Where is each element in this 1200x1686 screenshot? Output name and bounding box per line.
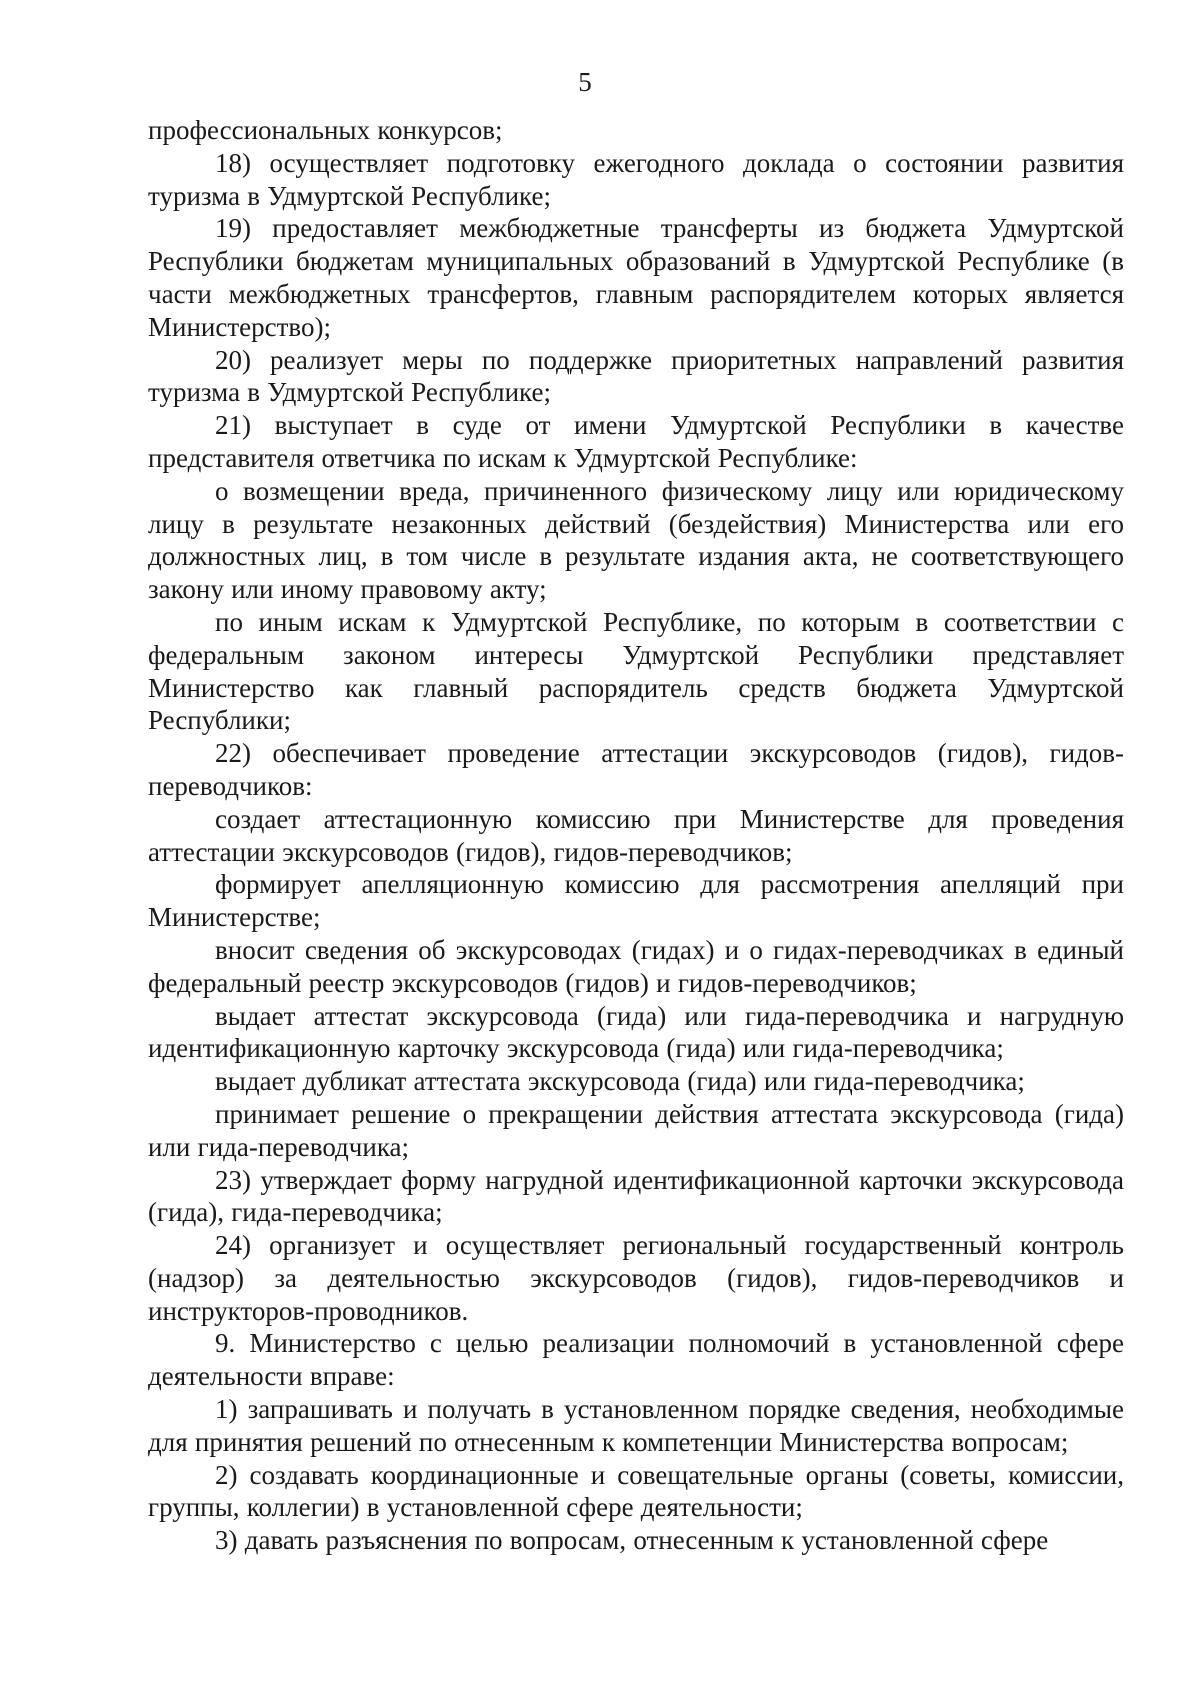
- paragraph: 19) предоставляет межбюджетные трансферты из бюджета Удмуртской Республики бюджетам муниципальных образований в Удмуртской Республике (в части межбюджетных трансфертов, главным распорядителем которых является Министерство);: [148, 213, 1124, 342]
- paragraph: 23) утверждает форму нагрудной идентификационной карточки экскурсовода (гида), гида-переводчика;: [148, 1164, 1124, 1228]
- paragraph: формирует апелляционную комиссию для рассмотрения апелляций при Министерстве;: [148, 869, 1124, 933]
- paragraph: принимает решение о прекращении действия аттестата экскурсовода (гида) или гида-переводчика;: [148, 1098, 1124, 1162]
- document-body: [148, 114, 1124, 1557]
- paragraph: создает аттестационную комиссию при Министерстве для проведения аттестации экскурсоводов (гидов), гидов-переводчиков;: [148, 803, 1124, 867]
- paragraph: 18) осуществляет подготовку ежегодного доклада о состоянии развития туризма в Удмуртской Республике;: [148, 147, 1124, 211]
- paragraph: 1) запрашивать и получать в установленном порядке сведения, необходимые для принятия решений по отнесенным к компетенции Министерства вопросам;: [148, 1394, 1124, 1457]
- paragraph: выдает аттестат экскурсовода (гида) или гида-переводчика и нагрудную идентификационную карточку экскурсовода (гида) или гида-переводчика;: [148, 1000, 1124, 1064]
- paragraph: 24) организует и осуществляет региональный государственный контроль (надзор) за деятельностью экскурсоводов (гидов), гидов-переводчиков и инструкторов-проводников.: [148, 1230, 1124, 1326]
- paragraph: по иным искам к Удмуртской Республике, по которым в соответствии с федеральным законом интересы Удмуртской Республики представляет Министерство как главный распорядитель средств бюджета Удмуртской Республики;: [148, 606, 1124, 736]
- page-number: 5: [578, 67, 592, 97]
- paragraph: 21) выступает в суде от имени Удмуртской Республики в качестве представителя ответчика по искам к Удмуртской Республике:: [148, 410, 1124, 473]
- paragraph: вносит сведения об экскурсоводах (гидах) и о гидах-переводчиках в единый федеральный реестр экскурсоводов (гидов) и гидов-переводчиков;: [148, 934, 1124, 998]
- paragraph: о возмещении вреда, причиненного физическому лицу или юридическому лицу в результате незаконных действий (бездействия) Министерства или его должностных лиц, в том числе в результате издания акта, не соответствующего закону или иному правовому акту;: [148, 475, 1124, 605]
- paragraph: 3) давать разъяснения по вопросам, отнесенным к установленной сфере: [215, 1525, 1049, 1556]
- paragraph: 9. Министерство с целью реализации полномочий в установленной сфере деятельности вправе:: [148, 1328, 1124, 1392]
- paragraph: профессиональных конкурсов;: [148, 115, 503, 145]
- paragraph: 2) создавать координационные и совещательные органы (советы, комиссии, группы, коллегии) в установленной сфере деятельности;: [148, 1459, 1124, 1523]
- paragraph: 22) обеспечивает проведение аттестации экскурсоводов (гидов), гидов-переводчиков:: [148, 738, 1124, 801]
- paragraph: 20) реализует меры по поддержке приоритетных направлений развития туризма в Удмуртской Республике;: [148, 344, 1124, 408]
- paragraph: выдает дубликат аттестата экскурсовода (гида) или гида-переводчика;: [215, 1066, 1025, 1097]
